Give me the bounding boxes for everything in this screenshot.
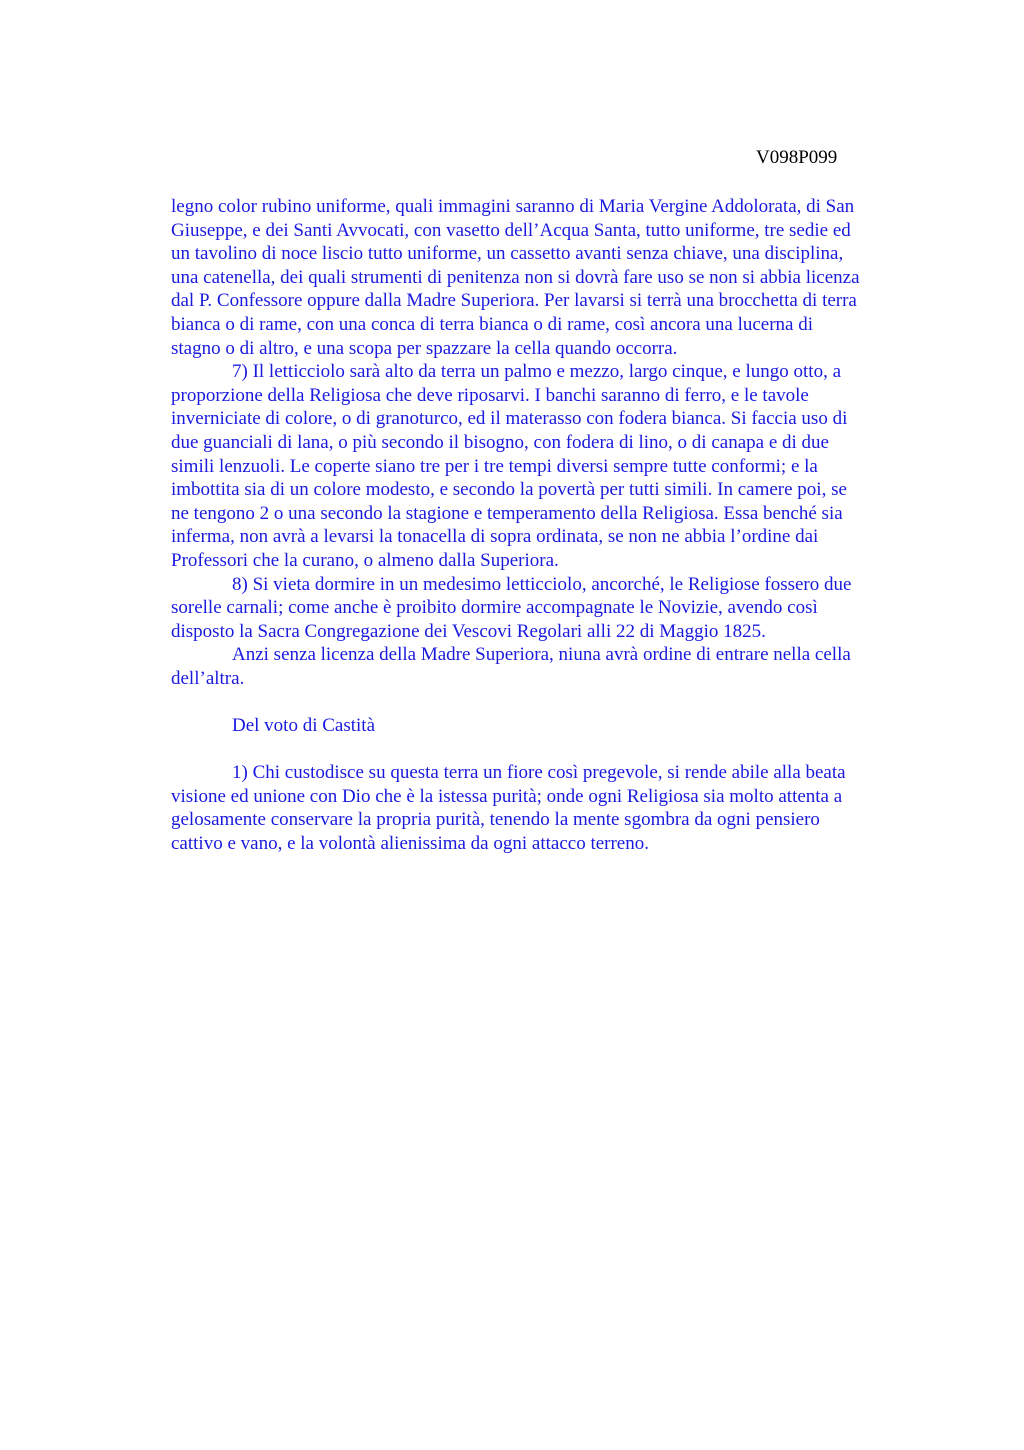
- paragraph-chastity-1: [171, 761, 931, 855]
- text-line: sorelle carnali; come anche è proibito dormire accompagnate le Novizie, avendo così: [171, 597, 818, 619]
- text-line: gelosamente conservare la propria purità, tenendo la mente sgombra da ogni pensiero: [171, 809, 820, 831]
- text-line: proporzione della Religiosa che deve riposarvi. I banchi saranno di ferro, e le tavole: [171, 384, 809, 406]
- text-line: 7) Il letticciolo sarà alto da terra un palmo e mezzo, largo cinque, e lungo otto, a: [232, 361, 842, 383]
- text-line: Giuseppe, e dei Santi Avvocati, con vasetto dell’Acqua Santa, tutto uniforme, tre sedie ed: [171, 219, 851, 241]
- paragraph-rule-8: [171, 573, 931, 644]
- text-line: Anzi senza licenza della Madre Superiora, niuna avrà ordine di entrare nella cella: [232, 644, 851, 666]
- text-line: Professori che la curano, o almeno dalla Superiora.: [171, 549, 559, 571]
- text-line: dell’altra.: [171, 667, 245, 689]
- text-line: cattivo e vano, e la volontà alienissima da ogni attacco terreno.: [171, 833, 649, 855]
- text-line: dal P. Confessore oppure dalla Madre Superiora. Per lavarsi si terrà una brocchetta di terra: [171, 290, 857, 312]
- text-line: visione ed unione con Dio che è la istessa purità; onde ogni Religiosa sia molto attenta a: [171, 785, 843, 807]
- text-line: inferma, non avrà a levarsi la tonacella di sopra ordinata, se non ne abbia l’ordine dai: [171, 526, 819, 548]
- text-line: bianca o di rame, con una conca di terra bianca o di rame, così ancora una lucerna di: [171, 313, 814, 335]
- text-line: inverniciate di colore, o di granoturco, ed il materasso con fodera bianca. Si faccia uso di: [171, 408, 848, 430]
- page-identifier: V098P099: [756, 147, 838, 168]
- text-line: disposto la Sacra Congregazione dei Vescovi Regolari alli 22 di Maggio 1825.: [171, 620, 766, 642]
- text-line: 1) Chi custodisce su questa terra un fiore così pregevole, si rende abile alla beata: [232, 762, 846, 784]
- text-line: simili lenzuoli. Le coperte siano tre per i tre tempi diversi sempre tutte conformi; e la: [171, 455, 818, 477]
- text-line: un tavolino di noce liscio tutto uniforme, un cassetto avanti senza chiave, una disciplina,: [171, 243, 844, 265]
- text-line: legno color rubino uniforme, quali immagini saranno di Maria Vergine Addolorata, di San: [171, 196, 855, 217]
- text-line: 8) Si vieta dormire in un medesimo letticciolo, ancorché, le Religiose fossero due: [232, 573, 852, 595]
- paragraph-rule-7: [171, 360, 931, 572]
- paragraph-cell-entry: [171, 643, 931, 690]
- document-body: [171, 195, 931, 856]
- text-line: stagno o di altro, e una scopa per spazzare la cella quando occorra.: [171, 337, 678, 359]
- paragraph-cell-furnishings: [171, 195, 931, 360]
- section-heading: Del voto di Castità: [232, 715, 376, 737]
- text-line: due guanciali di lana, o più secondo il bisogno, con fodera di lino, o di canapa e di due: [171, 431, 829, 453]
- text-line: imbottita sia di un colore modesto, e secondo la povertà per tutti simili. In camere poi, se: [171, 479, 847, 501]
- text-line: una catenella, dei quali strumenti di penitenza non si dovrà fare uso se non si abbia licenza: [171, 266, 860, 288]
- text-line: ne tengono 2 o una secondo la stagione e temperamento della Religiosa. Essa benché sia: [171, 502, 843, 524]
